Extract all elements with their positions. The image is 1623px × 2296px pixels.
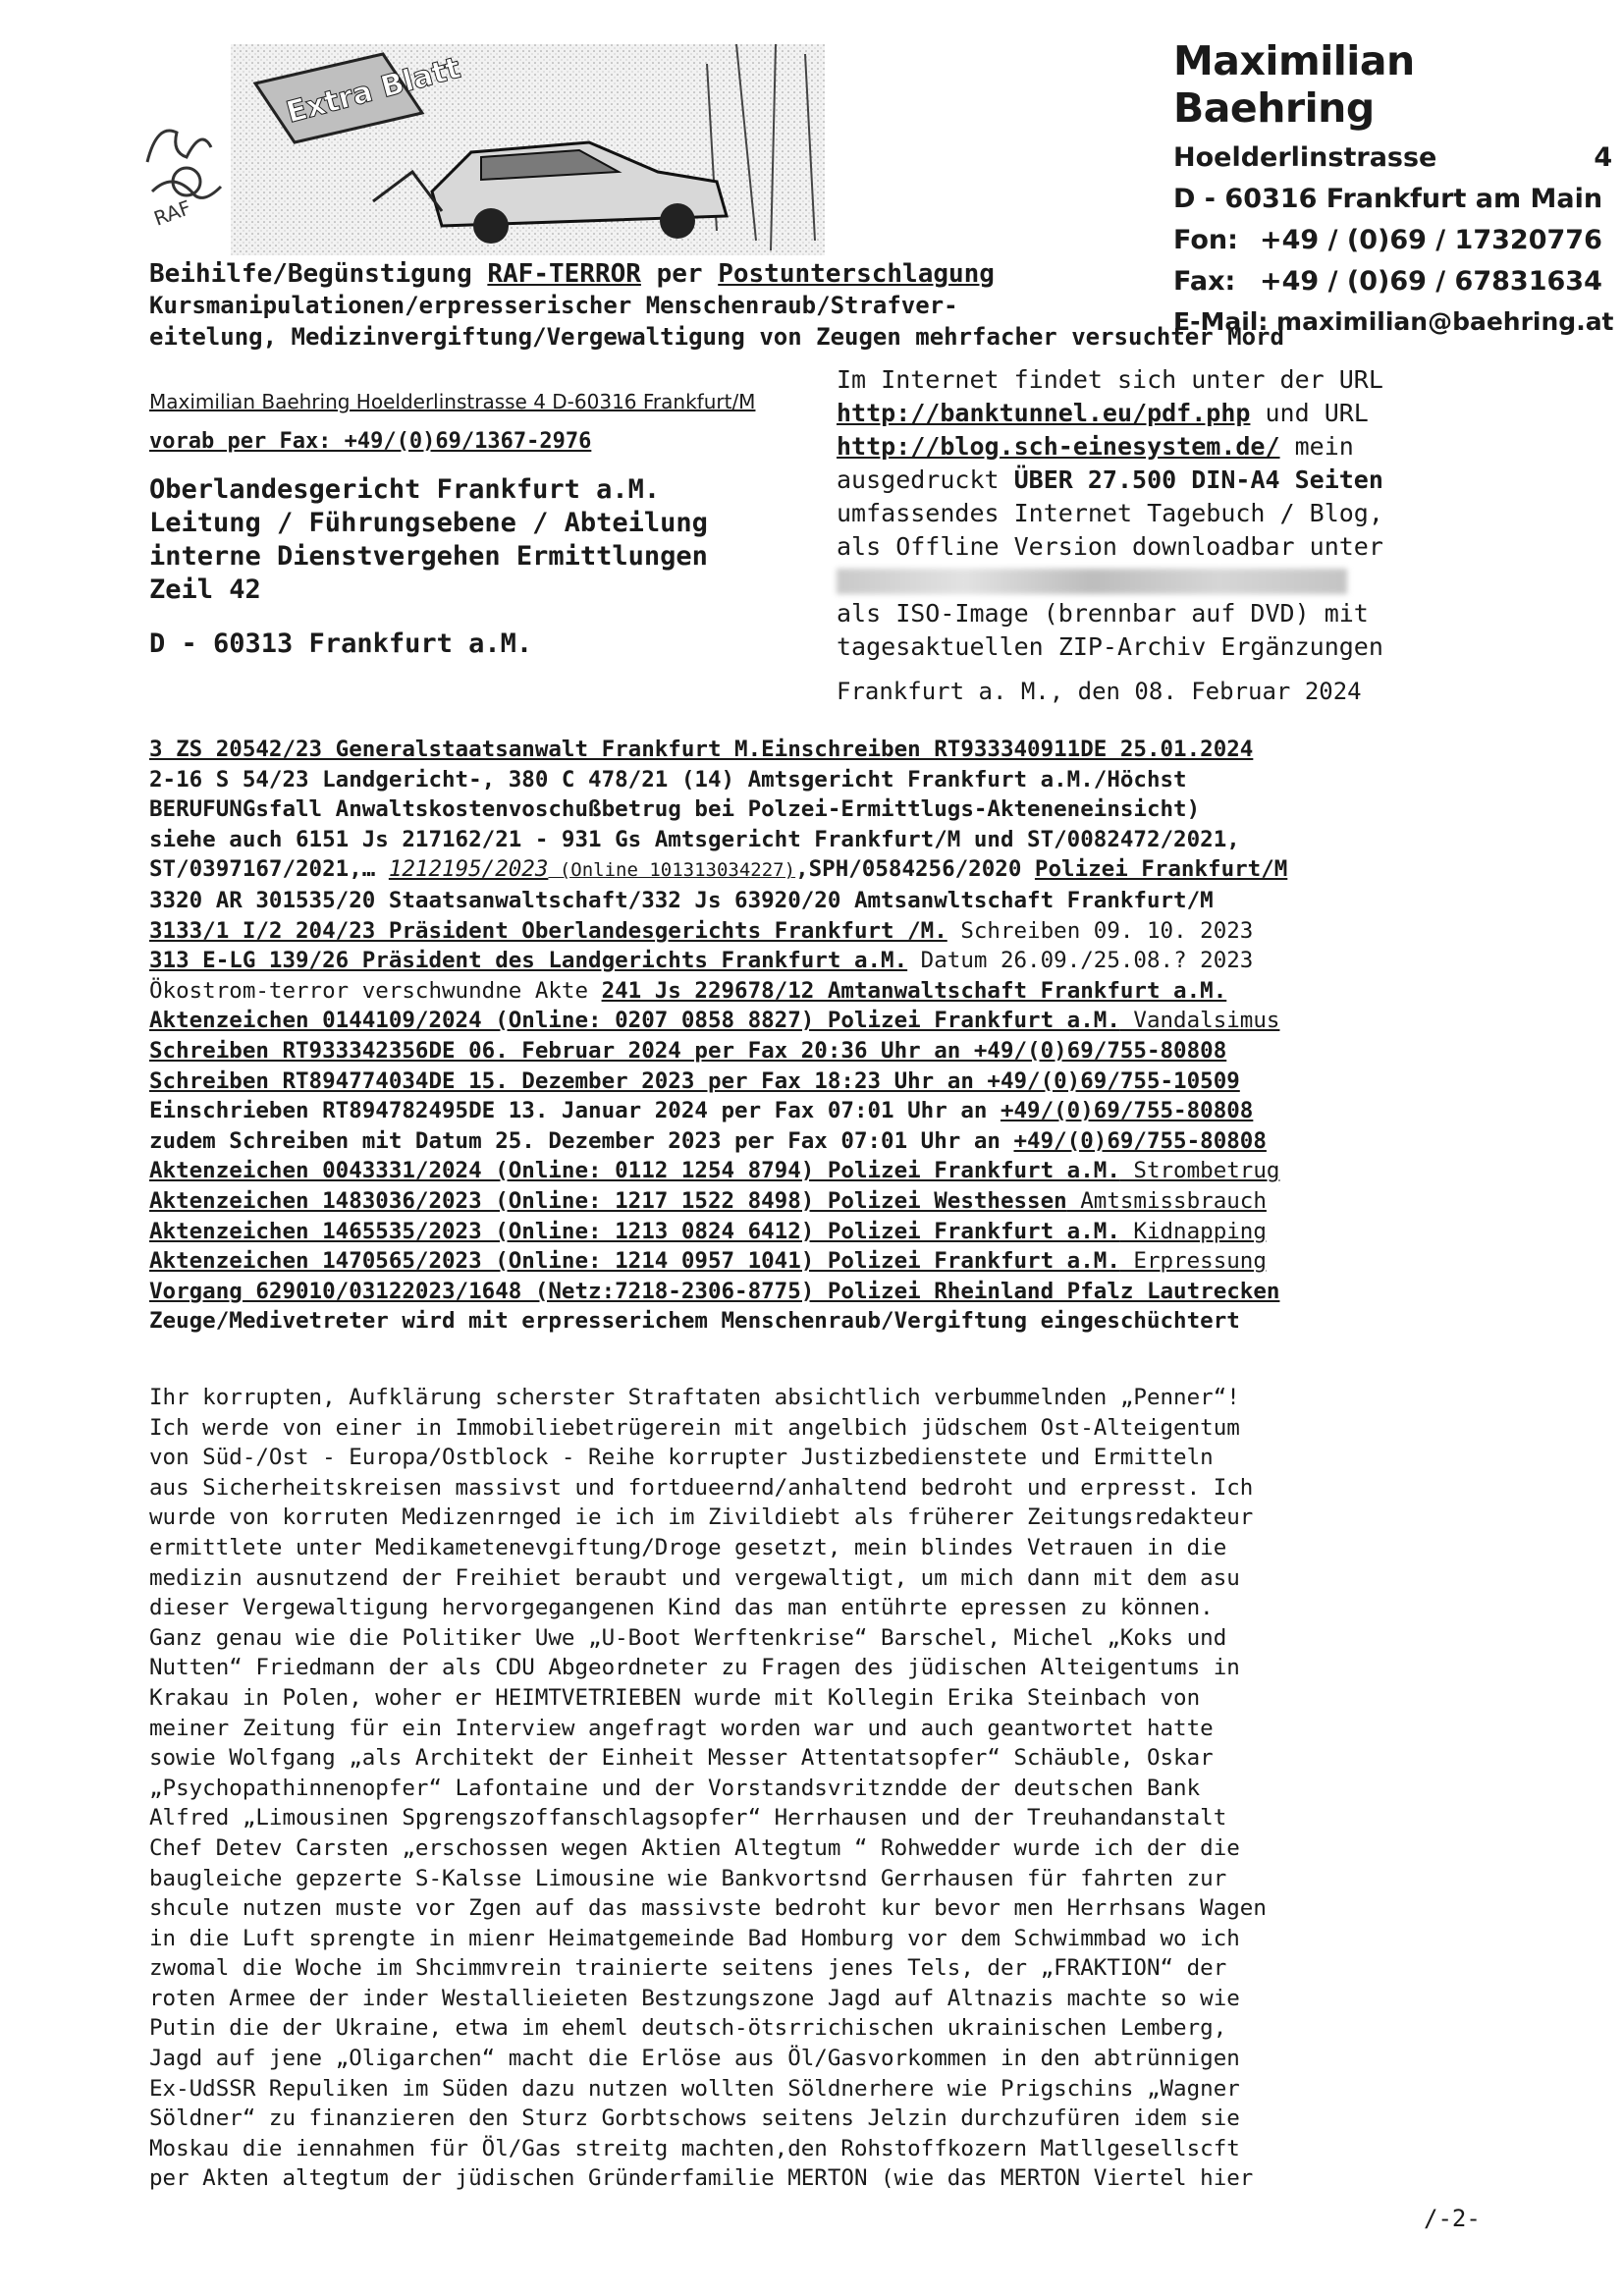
url-link[interactable]: http://blog.sch-einesystem.de/	[837, 432, 1280, 461]
ref-part: ,SPH/0584256/2020	[795, 856, 1035, 883]
body-line: Ganz genau wie die Politiker Uwe „U-Boot Werftenkrise“ Barschel, Michel „Koks und	[149, 1624, 1227, 1651]
body-line: aus Sicherheitskreisen massivst und fortdueernd/anhaltend bedroht und erpresst. Ich	[149, 1474, 1254, 1501]
body-line: Nutten“ Friedmann der als CDU Abgeordneter zu Fragen des jüdischen Alteigentums in	[149, 1655, 1240, 1681]
body-line: Ich werde von einer in Immobiliebetrügerein mit angelbich jüdschem Ost-Alteigentum	[149, 1414, 1240, 1441]
ref-part: Einschrieben RT894782495DE 13. Januar 2024 per Fax 07:01 Uhr an	[149, 1098, 1001, 1124]
info-text: mein	[1279, 432, 1354, 461]
reference-line	[149, 854, 1504, 886]
ref-part: zudem Schreiben mit Datum 25. Dezember 2023 per Fax 07:01 Uhr an	[149, 1127, 1014, 1154]
ref-part: Aktenzeichen 1465535/2023 (Online: 1213 0824 6412) Polizei Frankfurt a.M.	[149, 1218, 1120, 1244]
ref-part: Aktenzeichen 0144109/2024 (Online: 0207 0858 8827) Polizei Frankfurt a.M.	[149, 1008, 1120, 1034]
ref-part: 1212195/2023	[388, 856, 549, 883]
body-line: medizin ausnutzend der Freihiet beraubt und vergewaltigt, um mich dann mit dem asu	[149, 1564, 1240, 1591]
reference-line: Schreiben RT933342356DE 06. Februar 2024 per Fax 20:36 Uhr an +49/(0)69/755-80808	[149, 1037, 1227, 1064]
body-line: roten Armee der inder Westallieieten Bestzungszone Jagd auf Altnazis machte so wie	[149, 1985, 1240, 2011]
info-line	[837, 430, 1504, 464]
subject-text: per	[640, 259, 719, 289]
case-references	[149, 735, 1504, 1337]
ref-part: +49/(0)69/755-80808	[1013, 1127, 1267, 1154]
sender-street-name: Hoelderlinstrasse	[1173, 142, 1437, 173]
blurred-url	[837, 569, 1347, 594]
sender-email: E-Mail: maximilian@baehring.at	[1173, 307, 1614, 336]
body-line: ermittlete unter Medikametenevgiftung/Droge gesetzt, mein blindes Vetrauen in die	[149, 1534, 1227, 1560]
reference-line: siehe auch 6151 Js 217162/21 - 931 Gs Amtsgericht Frankfurt/M und ST/0082472/2021,	[149, 826, 1240, 852]
recipient-address	[149, 473, 708, 607]
body-line: Ihr korrupten, Aufklärung scherster Straftaten absichtlich verbummelnden „Penner“!	[149, 1385, 1240, 1410]
url-link[interactable]: http://banktunnel.eu/pdf.php	[837, 399, 1251, 427]
sender-phone	[1173, 220, 1602, 261]
internet-info-block	[837, 363, 1504, 664]
ref-part: +49/(0)69/755-80808	[1000, 1098, 1254, 1124]
ref-part: 3133/1 I/2 204/23 Präsident Oberlandesgerichts Frankfurt /M.	[149, 917, 947, 944]
info-pages-count: ÜBER 27.500 DIN-A4 Seiten	[1013, 465, 1383, 494]
recipient-line: Zeil 42	[149, 574, 261, 605]
reference-line	[149, 1186, 1504, 1217]
ref-part: (Online 101313034227)	[548, 859, 796, 882]
info-text: und URL	[1250, 399, 1369, 427]
ref-part: Polizei Frankfurt/M	[1034, 856, 1288, 883]
ref-part: Aktenzeichen 1470565/2023 (Online: 1214 0957 1041) Polizei Frankfurt a.M.	[149, 1248, 1120, 1275]
reference-line	[149, 1156, 1504, 1186]
ref-part: 313 E-LG 139/26 Präsident des Landgerichts Frankfurt a.M.	[149, 948, 908, 974]
info-line	[837, 564, 1504, 597]
letter-date: Frankfurt a. M., den 08. Februar 2024	[837, 678, 1362, 705]
info-line	[837, 464, 1504, 497]
recipient-city: D - 60313 Frankfurt a.M.	[149, 629, 533, 659]
ref-part: Amtsmissbrauch	[1066, 1187, 1267, 1214]
body-line: „Psychopathinnenopfer“ Lafontaine und der Vorstandsvritzndde der deutschen Bank	[149, 1775, 1201, 1801]
info-line: als Offline Version downloadbar unter	[837, 532, 1383, 561]
reference-line	[149, 916, 1504, 947]
body-line: dieser Vergewaltigung hervorgegangenen Kind das man entührte epressen zu können.	[149, 1595, 1214, 1621]
reference-line	[149, 1246, 1504, 1277]
reference-line	[149, 1096, 1504, 1126]
body-line: baugleiche gepzerte S-Kalsse Limousine wie Bankvortsnd Gerrhausen für fahrten zur	[149, 1865, 1227, 1891]
reference-line	[149, 1217, 1504, 1247]
reference-line: Zeuge/Medivetreter wird mit erpresserichem Menschenraub/Vergiftung eingeschüchtert	[149, 1308, 1240, 1335]
subject-text: Beihilfe/Begünstigung	[149, 259, 488, 289]
body-line: sowie Wolfgang „als Architekt der Einheit Messer Attentatsopfer“ Schäuble, Oskar	[149, 1745, 1214, 1772]
subject-line-2: Kursmanipulationen/erpresserischer Menschenraub/Strafver-	[149, 292, 958, 319]
ref-part: Kidnapping	[1119, 1218, 1267, 1244]
info-text: ausgedruckt	[837, 465, 1014, 494]
recipient-line: Leitung / Führungsebene / Abteilung	[149, 508, 708, 538]
body-line: wurde von korruten Medizenrnged ie ich im Zivildiebt als früherer Zeitungsredakteur	[149, 1504, 1254, 1531]
reference-line	[149, 1006, 1504, 1036]
body-line: in die Luft sprengte in mienr Heimatgemeinde Bad Homburg vor dem Schwimmbad wo ich	[149, 1925, 1240, 1951]
body-line: von Süd-/Ost - Europa/Ostblock - Reihe korrupter Justizbedienstete und Ermitteln	[149, 1445, 1214, 1471]
subject-postunterschlagung: Postunterschlagung	[718, 259, 995, 289]
ref-part: Ökostrom-terror verschwundne Akte	[149, 977, 602, 1004]
ref-part: Strombetrug	[1119, 1158, 1280, 1184]
reference-line	[149, 946, 1504, 976]
reference-line: Vorgang 629010/03122023/1648 (Netz:7218-2306-8775) Polizei Rheinland Pfalz Lautrecken	[149, 1278, 1280, 1304]
reference-line	[149, 976, 1504, 1007]
sender-city: D - 60316 Frankfurt am Main	[1173, 184, 1603, 214]
sender-house-number: 4	[1594, 142, 1613, 173]
ref-part: Aktenzeichen 1483036/2023 (Online: 1217 1522 8498) Polizei Westhessen	[149, 1187, 1067, 1214]
reference-line: 3320 AR 301535/20 Staatsanwaltschaft/332 Js 63920/20 Amtsanwltschaft Frankfurt/M	[149, 887, 1214, 913]
ref-part: 241 Js 229678/12 Amtanwaltschaft Frankfurt a.M.	[601, 977, 1227, 1004]
wrecked-car-photo	[128, 44, 835, 255]
body-line: Söldner“ zu finanzieren den Sturz Gorbtschows seitens Jelzin durchzufüren idem sie	[149, 2105, 1240, 2132]
info-line: tagesaktuellen ZIP-Archiv Ergänzungen	[837, 632, 1383, 661]
reference-line: 3 ZS 20542/23 Generalstaatsanwalt Frankfurt M.Einschreiben RT933340911DE 25.01.2024	[149, 737, 1254, 762]
info-line: umfassendes Internet Tagebuch / Blog,	[837, 499, 1383, 527]
recipient-line: interne Dienstvergehen Ermittlungen	[149, 541, 708, 572]
recipient-line: Oberlandesgericht Frankfurt a.M.	[149, 474, 661, 505]
body-line: Krakau in Polen, woher er HEIMTVETRIEBEN wurde mit Kollegin Erika Steinbach von	[149, 1684, 1201, 1711]
body-line: meiner Zeitung für ein Interview angefragt worden war und auch geantwortet hatte	[149, 1715, 1214, 1741]
ref-part: Vandalsimus	[1119, 1008, 1280, 1034]
body-line: zwomal die Woche im Shcimmvrein trainierte seitens jenes Tels, der „FRAKTION“ der	[149, 1955, 1227, 1982]
subject-raf-terror: RAF-TERROR	[487, 259, 641, 289]
phone-number: +49 / (0)69 / 17320776	[1260, 225, 1602, 255]
body-line: Putin die der Ukraine, etwa im eheml deutsch-ötsrrichischen ukrainischen Lemberg,	[149, 2015, 1227, 2042]
sender-street	[1173, 137, 1613, 179]
ref-part: Erpressung	[1119, 1248, 1267, 1275]
raf-logo-icon	[147, 131, 221, 231]
phone-label: Fon:	[1173, 225, 1238, 255]
svg-text:RAF: RAF	[150, 195, 194, 231]
ref-part: Datum 26.09./25.08.? 2023	[907, 948, 1254, 974]
subject-line-3: eitelung, Medizinvergiftung/Vergewaltigung von Zeugen mehrfacher versuchter Mord	[149, 323, 1284, 351]
reference-line	[149, 1126, 1504, 1157]
body-line: Alfred „Limousinen Spgrengszoffanschlagsopfer“ Herrhausen und der Treuhandanstalt	[149, 1805, 1227, 1831]
info-line: als ISO-Image (brennbar auf DVD) mit	[837, 599, 1369, 628]
reference-line: Schreiben RT894774034DE 15. Dezember 2023 per Fax 18:23 Uhr an +49/(0)69/755-10509	[149, 1067, 1240, 1094]
newspaper-photo-collage	[128, 44, 835, 255]
subject-line-1	[149, 258, 1504, 290]
reference-line: BERUFUNGsfall Anwaltskostenvoschußbetrug bei Polzei-Ermittlugs-Akteneneinsicht)	[149, 796, 1201, 823]
info-line: Im Internet findet sich unter der URL	[837, 365, 1383, 394]
body-line: per Akten altegtum der jüdischen Gründerfamilie MERTON (wie das MERTON Viertel hier	[149, 2165, 1254, 2192]
body-line: Ex-UdSSR Repuliken im Süden dazu nutzen wollten Söldnerhere wie Prigschins „Wagner	[149, 2075, 1240, 2102]
body-line: Jagd auf jene „Oligarchen“ macht die Erlöse aus Öl/Gasvorkommen in den abtrünnigen	[149, 2046, 1240, 2072]
letter-subject	[149, 258, 1504, 353]
body-line: Chef Detev Carsten „erschossen wegen Aktien Altegtum “ Rohwedder wurde ich der die	[149, 1834, 1240, 1861]
ref-part: Schreiben 09. 10. 2023	[947, 917, 1254, 944]
sender-name: Maximilian Baehring	[1173, 37, 1415, 132]
page-number: /-2-	[1424, 2205, 1481, 2232]
return-address-line: Maximilian Baehring Hoelderlinstrasse 4 D-60316 Frankfurt/M	[149, 390, 756, 413]
reference-line: 2-16 S 54/23 Landgericht-, 380 C 478/21 (14) Amtsgericht Frankfurt a.M./Höchst	[149, 766, 1187, 793]
ref-part: Aktenzeichen 0043331/2024 (Online: 0112 1254 8794) Polizei Frankfurt a.M.	[149, 1158, 1120, 1184]
fax-number: +49 / (0)69 / 67831634	[1260, 266, 1602, 297]
body-line: shcule nutzen muste vor Zgen auf das massivste bedroht kur bevor men Herrhsans Wagen	[149, 1895, 1267, 1922]
body-line: Moskau die iennahmen für Öl/Gas streitg machten,den Rohstoffkozern Matllgesellscft	[149, 2135, 1240, 2161]
svg-text:Extra Blatt: Extra Blatt	[283, 50, 464, 131]
fax-label: Fax:	[1173, 266, 1236, 297]
ref-part: ST/0397167/2021,…	[149, 856, 389, 883]
letter-body	[149, 1383, 1504, 2194]
advance-fax-line: vorab per Fax: +49/(0)69/1367-2976	[149, 429, 592, 454]
info-line	[837, 397, 1504, 430]
